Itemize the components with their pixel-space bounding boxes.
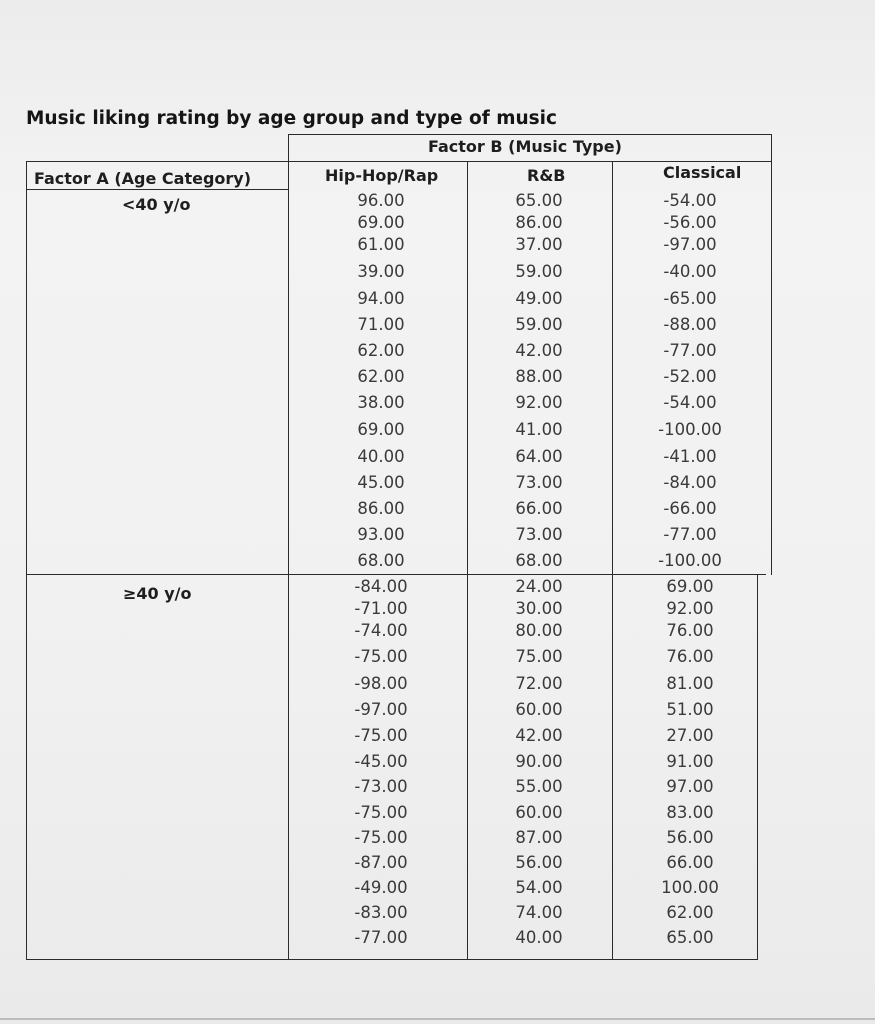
- subheader-rule: [26, 189, 288, 190]
- cell-hiphop: 39.00: [357, 262, 405, 281]
- cell-classical: 97.00: [666, 777, 714, 796]
- cell-rnb: 64.00: [515, 447, 563, 466]
- column-divider-a: [288, 134, 289, 960]
- cell-classical: -100.00: [658, 420, 722, 439]
- cell-rnb: 30.00: [515, 599, 563, 618]
- cell-rnb: 88.00: [515, 367, 563, 386]
- column-header-hiphop: Hip-Hop/Rap: [325, 166, 439, 185]
- cell-hiphop: 40.00: [357, 447, 405, 466]
- cell-rnb: 42.00: [515, 341, 563, 360]
- cell-classical: -66.00: [663, 499, 717, 518]
- cell-classical: -65.00: [663, 289, 717, 308]
- cell-classical: 66.00: [666, 853, 714, 872]
- cell-classical: 69.00: [666, 577, 714, 596]
- cell-hiphop: 61.00: [357, 235, 405, 254]
- cell-hiphop: -75.00: [354, 647, 408, 666]
- cell-rnb: 37.00: [515, 235, 563, 254]
- screen-bottom-edge: [0, 1018, 875, 1020]
- cell-rnb: 86.00: [515, 213, 563, 232]
- cell-rnb: 73.00: [515, 525, 563, 544]
- cell-classical: -54.00: [663, 393, 717, 412]
- cell-hiphop: 93.00: [357, 525, 405, 544]
- table-border-top: [288, 134, 772, 135]
- cell-hiphop: -75.00: [354, 828, 408, 847]
- factor-b-header: Factor B (Music Type): [428, 137, 622, 156]
- cell-hiphop: -77.00: [354, 928, 408, 947]
- cell-hiphop: -74.00: [354, 621, 408, 640]
- cell-rnb: 80.00: [515, 621, 563, 640]
- cell-classical: -52.00: [663, 367, 717, 386]
- cell-hiphop: -73.00: [354, 777, 408, 796]
- cell-rnb: 60.00: [515, 803, 563, 822]
- cell-hiphop: 94.00: [357, 289, 405, 308]
- cell-hiphop: -75.00: [354, 726, 408, 745]
- cell-hiphop: 62.00: [357, 341, 405, 360]
- group-label-40-plus: ≥40 y/o: [123, 584, 192, 603]
- cell-classical: 62.00: [666, 903, 714, 922]
- cell-rnb: 56.00: [515, 853, 563, 872]
- cell-hiphop: 86.00: [357, 499, 405, 518]
- column-header-rnb: R&B: [527, 166, 566, 185]
- cell-hiphop: 62.00: [357, 367, 405, 386]
- cell-classical: 91.00: [666, 752, 714, 771]
- cell-classical: -100.00: [658, 551, 722, 570]
- cell-classical: -56.00: [663, 213, 717, 232]
- cell-classical: -54.00: [663, 191, 717, 210]
- cell-hiphop: 71.00: [357, 315, 405, 334]
- cell-hiphop: 45.00: [357, 473, 405, 492]
- cell-classical: 81.00: [666, 674, 714, 693]
- cell-hiphop: 68.00: [357, 551, 405, 570]
- cell-hiphop: -83.00: [354, 903, 408, 922]
- cell-rnb: 55.00: [515, 777, 563, 796]
- column-header-classical: Classical: [663, 163, 742, 182]
- cell-hiphop: 69.00: [357, 213, 405, 232]
- cell-hiphop: -87.00: [354, 853, 408, 872]
- cell-classical: 83.00: [666, 803, 714, 822]
- cell-rnb: 59.00: [515, 262, 563, 281]
- column-divider-c: [612, 161, 613, 960]
- cell-classical: -77.00: [663, 525, 717, 544]
- cell-rnb: 74.00: [515, 903, 563, 922]
- cell-rnb: 60.00: [515, 700, 563, 719]
- cell-classical: 56.00: [666, 828, 714, 847]
- cell-rnb: 24.00: [515, 577, 563, 596]
- cell-classical: -97.00: [663, 235, 717, 254]
- cell-hiphop: -45.00: [354, 752, 408, 771]
- cell-rnb: 68.00: [515, 551, 563, 570]
- cell-classical: 76.00: [666, 647, 714, 666]
- cell-rnb: 59.00: [515, 315, 563, 334]
- group-label-under-40: <40 y/o: [122, 195, 191, 214]
- cell-classical: -88.00: [663, 315, 717, 334]
- cell-classical: 100.00: [661, 878, 719, 897]
- cell-hiphop: 69.00: [357, 420, 405, 439]
- cell-rnb: 87.00: [515, 828, 563, 847]
- cell-rnb: 65.00: [515, 191, 563, 210]
- table-border-bottom: [26, 959, 758, 960]
- cell-classical: -84.00: [663, 473, 717, 492]
- cell-hiphop: -75.00: [354, 803, 408, 822]
- header-rule: [26, 161, 772, 162]
- cell-rnb: 66.00: [515, 499, 563, 518]
- cell-rnb: 75.00: [515, 647, 563, 666]
- cell-hiphop: 38.00: [357, 393, 405, 412]
- cell-classical: 51.00: [666, 700, 714, 719]
- cell-classical: 76.00: [666, 621, 714, 640]
- cell-rnb: 49.00: [515, 289, 563, 308]
- cell-classical: 27.00: [666, 726, 714, 745]
- cell-classical: 65.00: [666, 928, 714, 947]
- cell-hiphop: 96.00: [357, 191, 405, 210]
- group-divider: [26, 574, 766, 575]
- cell-hiphop: -84.00: [354, 577, 408, 596]
- cell-rnb: 54.00: [515, 878, 563, 897]
- cell-classical: -41.00: [663, 447, 717, 466]
- table-border-right: [771, 134, 772, 575]
- cell-rnb: 40.00: [515, 928, 563, 947]
- cell-classical: -40.00: [663, 262, 717, 281]
- table-border-right-lower: [757, 574, 758, 960]
- cell-classical: 92.00: [666, 599, 714, 618]
- cell-rnb: 92.00: [515, 393, 563, 412]
- cell-hiphop: -97.00: [354, 700, 408, 719]
- factor-a-header: Factor A (Age Category): [34, 169, 252, 188]
- cell-hiphop: -71.00: [354, 599, 408, 618]
- cell-hiphop: -98.00: [354, 674, 408, 693]
- cell-hiphop: -49.00: [354, 878, 408, 897]
- data-table: [26, 134, 772, 960]
- table-border-left: [26, 161, 27, 960]
- cell-rnb: 41.00: [515, 420, 563, 439]
- cell-rnb: 72.00: [515, 674, 563, 693]
- column-divider-b: [467, 161, 468, 960]
- cell-rnb: 90.00: [515, 752, 563, 771]
- cell-rnb: 73.00: [515, 473, 563, 492]
- cell-rnb: 42.00: [515, 726, 563, 745]
- cell-classical: -77.00: [663, 341, 717, 360]
- table-title: Music liking rating by age group and type of music: [26, 108, 557, 129]
